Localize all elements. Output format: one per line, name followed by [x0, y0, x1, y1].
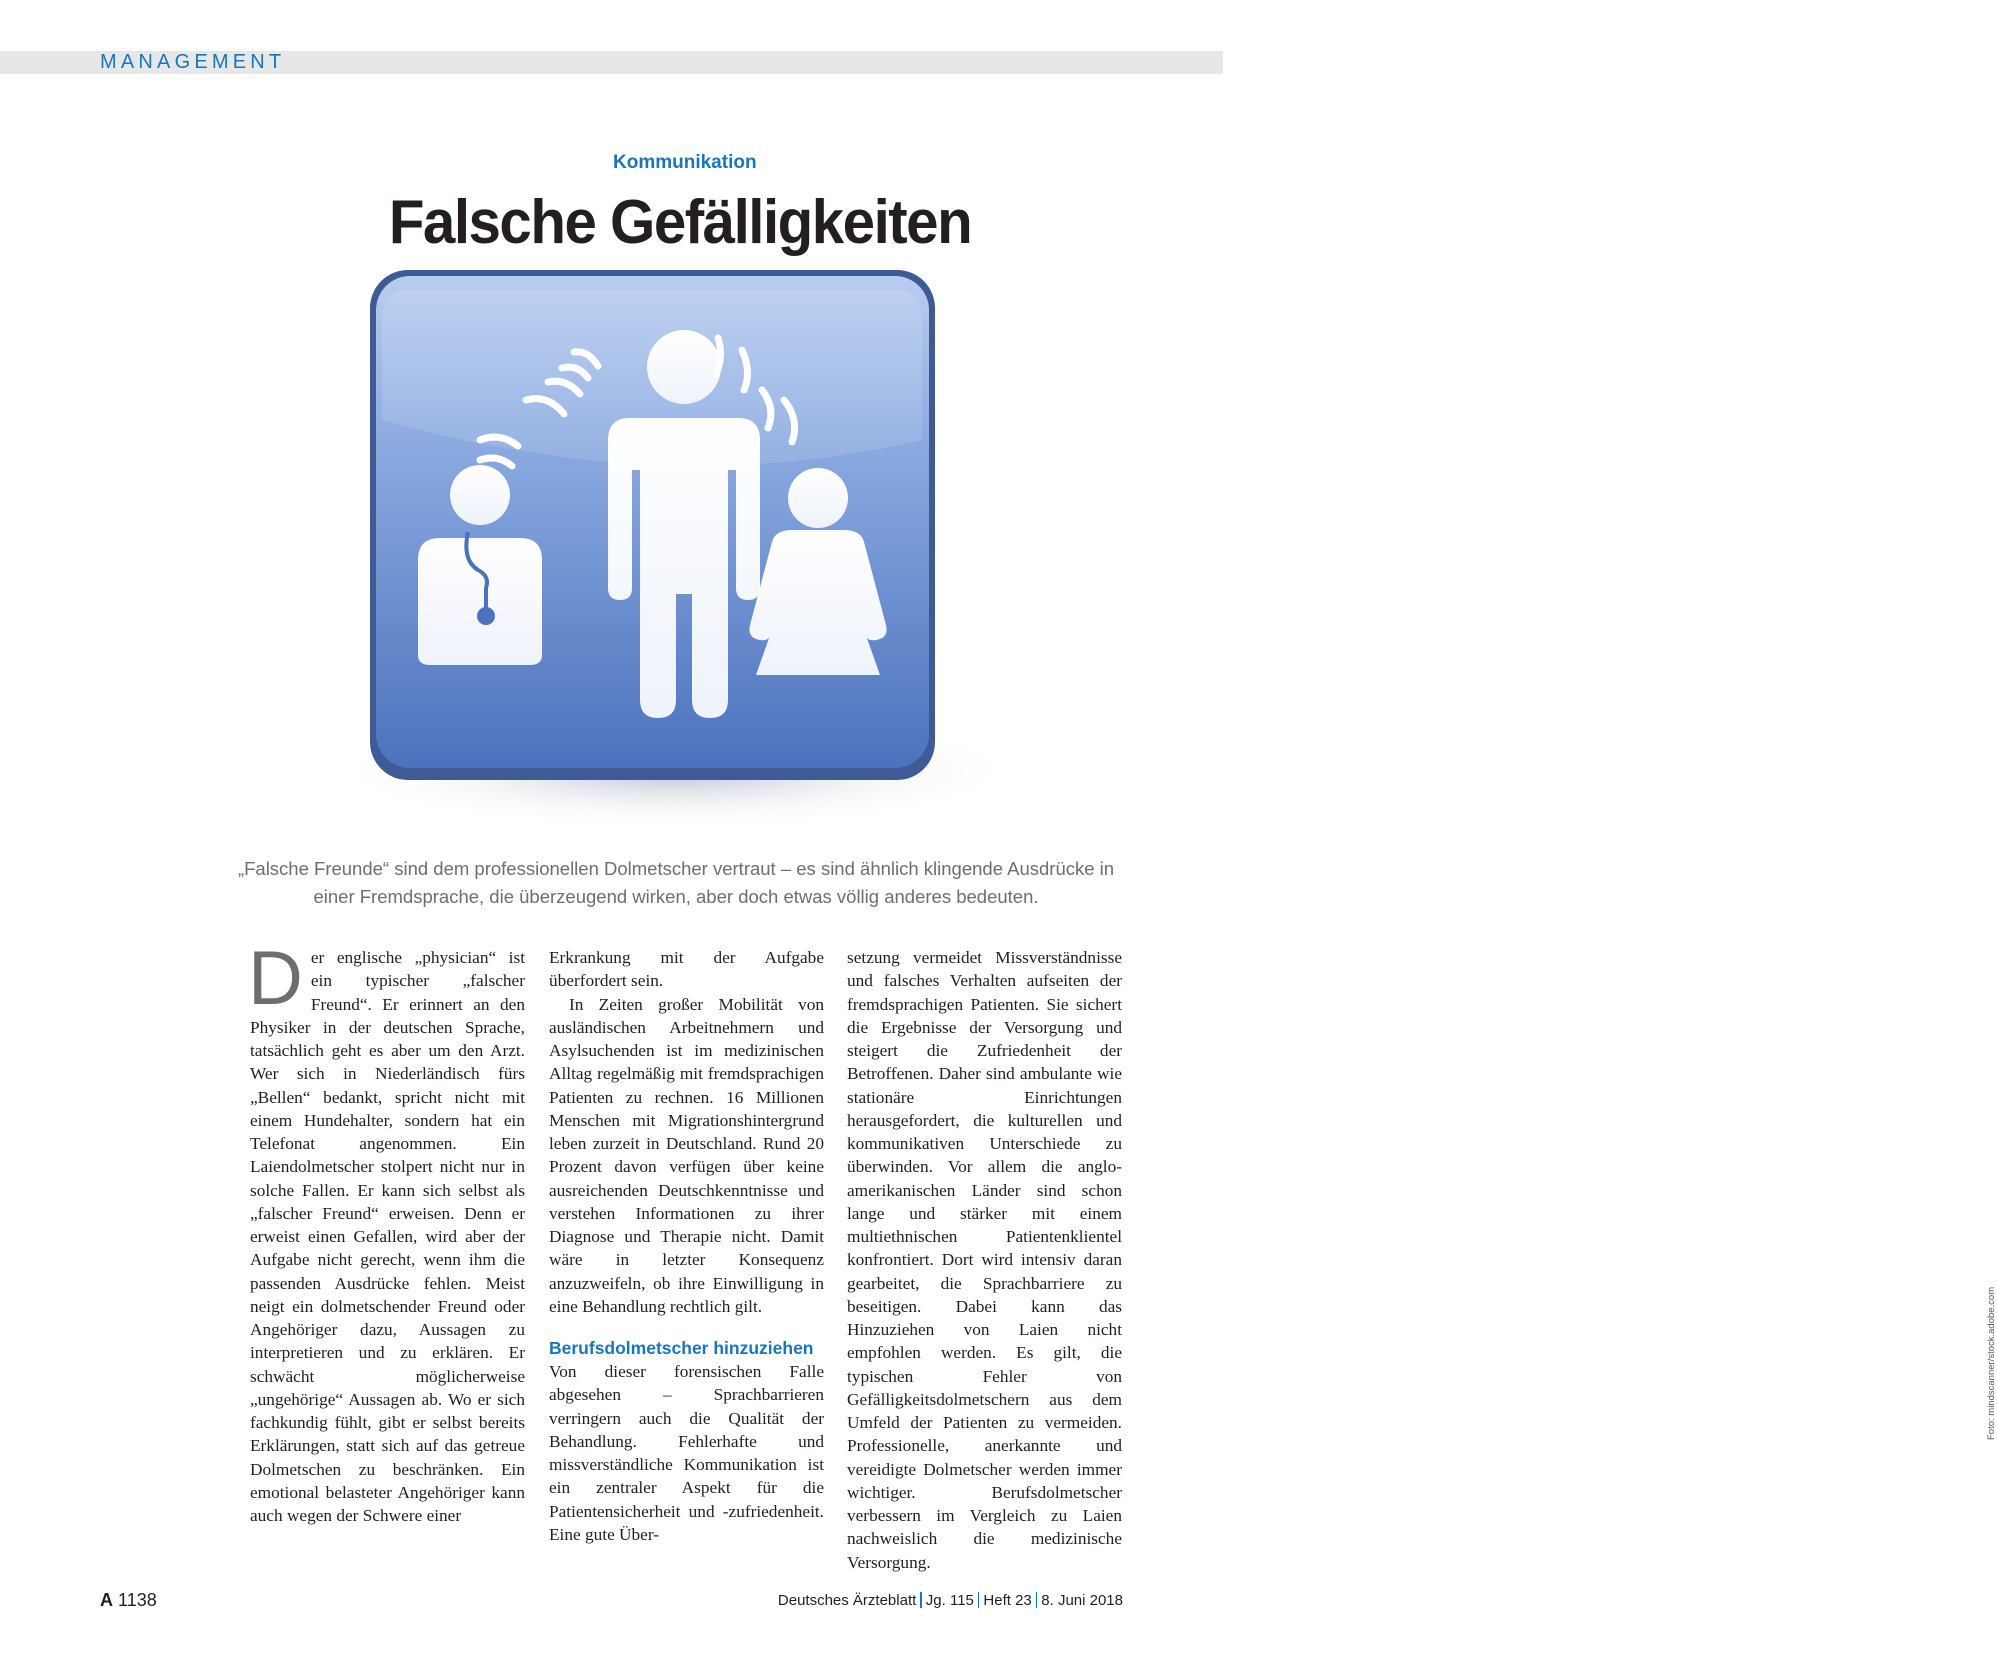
article-headline: Falsche Gefälligkeiten	[388, 188, 972, 257]
page-number	[100, 1590, 157, 1611]
image-caption: „Falsche Freunde“ sind dem professionellen Dolmetscher vertraut – es sind ähnlich klingende Ausdrücke in einer Fremdsprache, die überzeugend wirken, aber doch etwas völlig anderes bedeuten.	[237, 858, 1115, 907]
footer-separator	[920, 1592, 922, 1608]
body-paragraph: Von dieser forensischen Falle abgesehen – Sprachbarrieren verringern auch die Qualität der Behandlung. Fehlerhafte und missverständliche Kommunikation ist ein zentraler Aspekt für die Patientensicherheit und -zufriedenheit. Eine gute Über-	[549, 1362, 824, 1544]
journal-footer	[778, 1592, 1123, 1609]
body-column-1	[248, 936, 525, 1527]
journal-issue: Heft 23	[983, 1592, 1032, 1609]
body-paragraph: In Zeiten großer Mobilität von ausländischen Arbeitnehmern und Asylsuchenden ist im medizinischen Alltag regelmäßig mit fremdsprachigen Patienten zu rechnen. 16 Millionen Menschen mit Migrationshintergrund leben zurzeit in Deutschland. Rund 20 Prozent davon verfügen über keine ausreichenden Deutschkenntnisse und verstehen Informationen zu ihrer Diagnose und Therapie nicht. Damit wäre in letzter Konsequenz anzuzweifeln, ob ihre Einwilligung in eine Behandlung rechtlich gilt.	[549, 994, 824, 1316]
section-label: MANAGEMENT	[100, 51, 286, 73]
article-illustration	[330, 270, 1050, 840]
footer-separator	[978, 1592, 980, 1608]
body-paragraph: setzung vermeidet Missverständnisse und falsches Verhalten aufseiten der fremdsprachigen Patienten. Sie sichert die Ergebnisse der Versorgung und steigert die Zufriedenheit der Betroffenen. Daher sind ambulante wie stationäre Einrichtungen herausgefordert, die kulturellen und kommunikativen Unterschiede zu überwinden. Vor allem die anglo-amerikanischen Länder sind schon lange und stärker mit einem multiethnischen Patientenklientel konfrontiert. Dort wird intensiv daran gearbeitet, die Sprachbarriere zu beseitigen. Dabei kann das Hinzuziehen von Laien nicht empfohlen werden. Es gilt, die typischen Fehler von Gefälligkeitsdolmetschern aus dem Umfeld der Patienten zu vermeiden. Professionelle, anerkannte und vereidigte Dolmetscher werden immer wichtiger. Berufsdolmetscher verbessern im Vergleich zu Laien nachweislich die medizinische Versorgung.	[847, 948, 1122, 1572]
body-column-3	[847, 946, 1122, 1574]
journal-date: 8. Juni 2018	[1041, 1592, 1123, 1609]
section-subhead: Berufsdolmetscher hinzuziehen	[549, 1338, 814, 1358]
drop-cap: D	[248, 936, 303, 1021]
journal-volume: Jg. 115	[925, 1592, 974, 1609]
article-kicker: Kommunikation	[613, 152, 757, 173]
journal-name: Deutsches Ärzteblatt	[777, 1592, 917, 1609]
body-paragraph: Erkrankung mit der Aufgabe überfordert sein.	[549, 948, 824, 991]
body-paragraph: er englische „physician“ ist ein typischer „falscher Freund“. Er erinnert an den Physiker in der deutschen Sprache, tatsächlich geht es aber um den Arzt. Wer sich in Niederländisch fürs „Bellen“ bedankt, spricht nicht mit einem Hundehalter, sondern hat ein Telefonat angenommen. Ein Laiendolmetscher stolpert nicht nur in solche Fallen. Er kann sich selbst als „falscher Freund“ erweisen. Denn er erweist einen Gefallen, wird aber der Aufgabe nicht gerecht, wenn ihm die passenden Ausdrücke fehlen. Meist neigt ein dolmetschender Freund oder Angehöriger dazu, Aussagen zu interpretieren und zu erklären. Er schwächt möglicherweise „ungehörige“ Aussagen ab. Wo er sich fachkundig fühlt, gibt er selbst bereits Erklärungen, statt sich auf das getreue Dolmetschen zu beschränken. Ein emotional belasteter Angehöriger kann auch wegen der Schwere einer	[250, 948, 525, 1525]
body-column-2	[549, 946, 824, 1546]
photo-credit: Foto: mindscanner/stock.adobe.com	[1986, 1286, 1997, 1440]
footer-separator	[1036, 1592, 1038, 1608]
folio-number: 1138	[118, 1590, 157, 1610]
folio-prefix: A	[100, 1590, 113, 1610]
